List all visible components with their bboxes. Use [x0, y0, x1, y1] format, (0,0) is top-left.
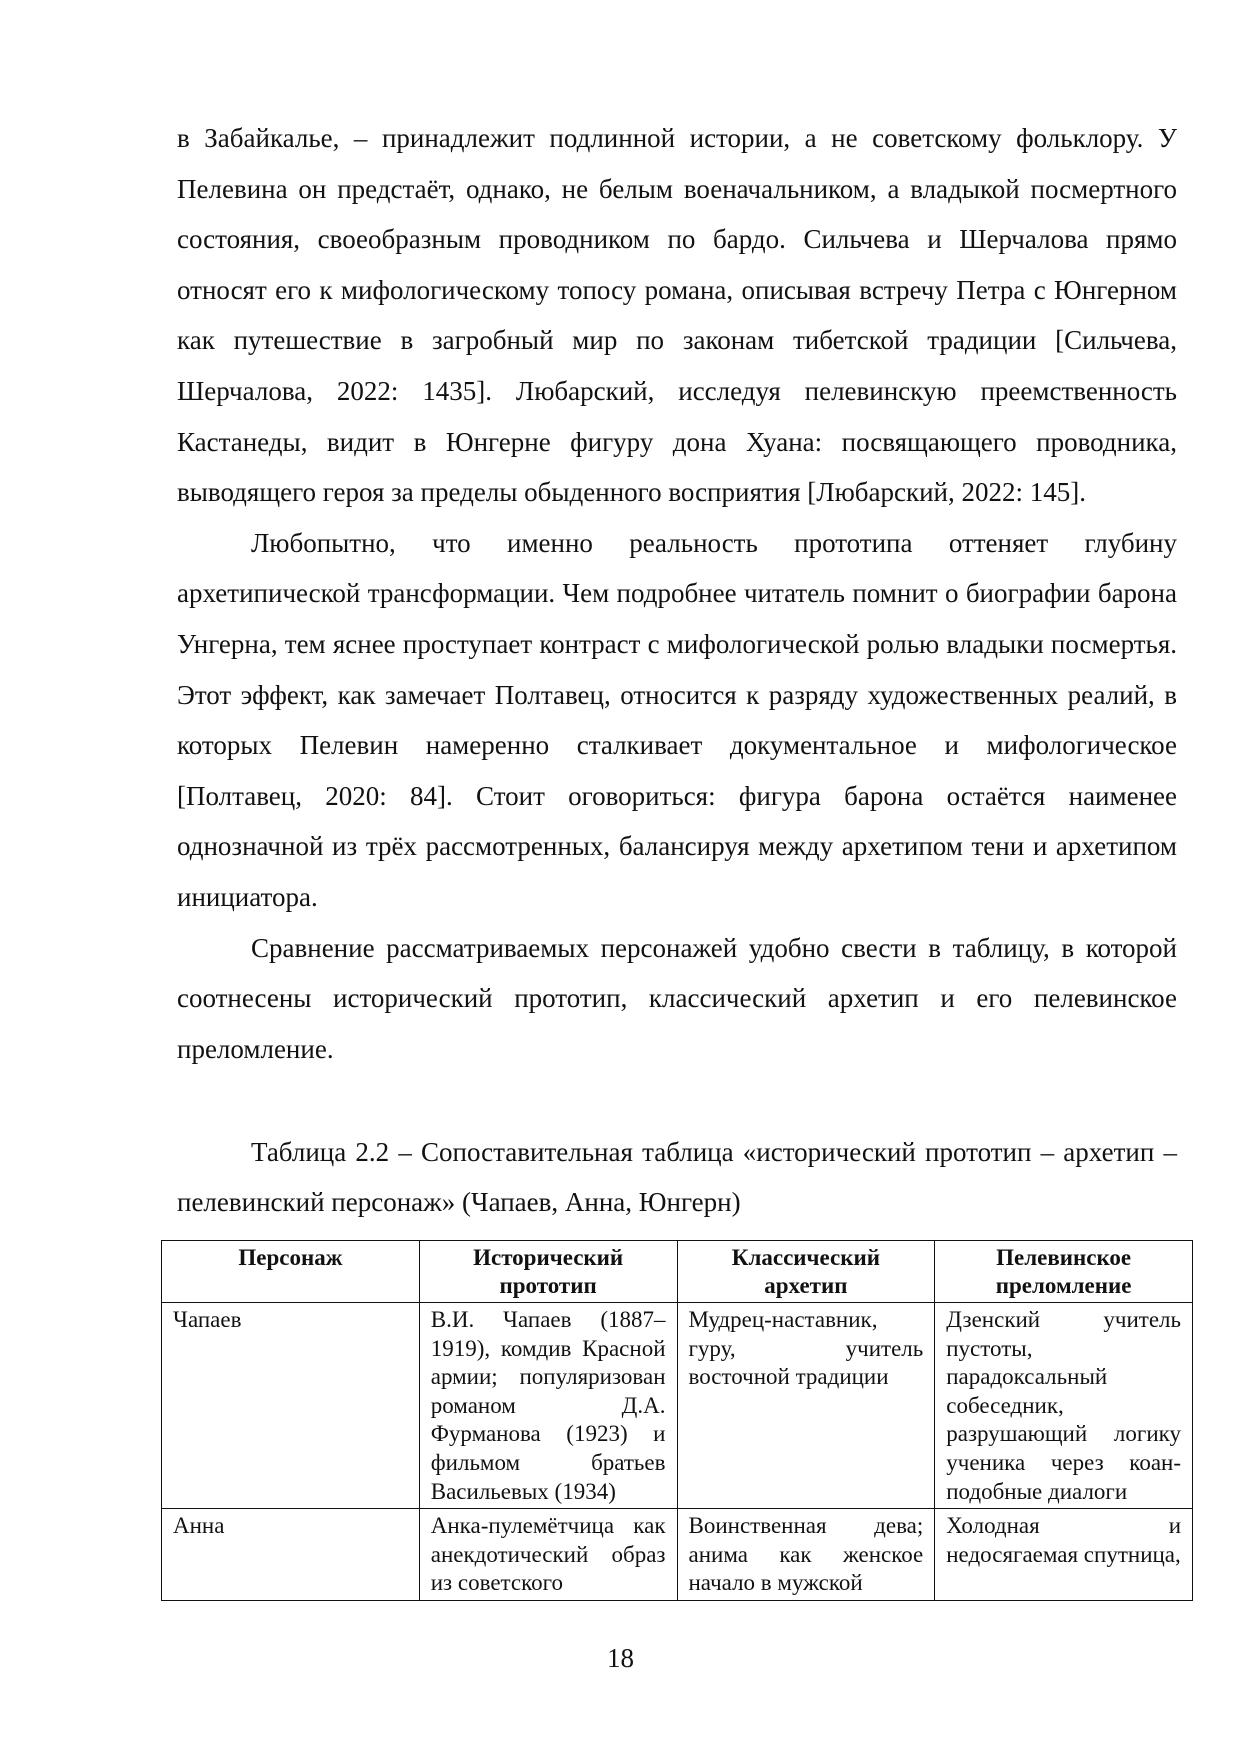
- paragraph-1: в Забайкалье, – принадлежит подлинной истории, а не советскому фольклору. У Пелевина он предстаёт, однако, не белым военачальником, а владыкой посмертного состояния, своеобразным проводником по бардо. Сильчева и Шерчалова прямо относят его к мифологическому топосу романа, описывая встречу Петра с Юнгерном как путешествие в загробный мир по законам тибетской традиции [Сильчева, Шерчалова, 2022: 1435]. Любарский, исследуя пелевинскую преемственность Кастанеды, видит в Юнгерне фигуру дона Хуана: посвящающего проводника, выводящего героя за пределы обыденного восприятия [Любарский, 2022: 145].: [177, 123, 1177, 508]
- table-row: [162, 1509, 1193, 1601]
- table-cell: В.И. Чапаев (1887–1919), комдив Красной армии; популяризован романом Д.А. Фурманова (1923) и фильмом братьев Васильевых (1934): [419, 1303, 677, 1509]
- table-caption: Таблица 2.2 – Сопоставительная таблица «исторический прототип – архетип – пелевинский персонаж» (Чапаев, Анна, Юнгерн): [177, 1137, 1177, 1217]
- header-pelevin-refraction: Пелевинское преломление: [935, 1241, 1193, 1303]
- comparison-table: [161, 1240, 1193, 1601]
- table-row: [162, 1303, 1193, 1509]
- table-header-row: [162, 1241, 1193, 1303]
- table-cell: Анка-пулемётчица как анекдотический образ из советского: [419, 1509, 677, 1601]
- page-number: 18: [607, 1643, 634, 1673]
- table-cell: Чапаев: [162, 1303, 420, 1509]
- header-character: Персонаж: [162, 1241, 420, 1303]
- table-cell: Воинственная дева; анима как женское начало в мужской: [677, 1509, 935, 1601]
- table-cell: Дзенский учитель пустоты, парадоксальный собеседник, разрушающий логику ученика через коан-подобные диалоги: [935, 1303, 1193, 1509]
- body-text: [177, 113, 1177, 1074]
- paragraph-3: Сравнение рассматриваемых персонажей удобно свести в таблицу, в которой соотнесены исторический прототип, классический архетип и его пелевинское преломление.: [177, 932, 1177, 1064]
- header-historical-prototype: Исторический прототип: [419, 1241, 677, 1303]
- table-cell: Анна: [162, 1509, 420, 1601]
- table-cell: Мудрец-наставник, гуру, учитель восточной традиции: [677, 1303, 935, 1509]
- header-classic-archetype: Классический архетип: [677, 1241, 935, 1303]
- paragraph-2: Любопытно, что именно реальность прототипа оттеняет глубину архетипической трансформации. Чем подробнее читатель помнит о биографии барона Унгерна, тем яснее проступает контраст с мифологической ролью владыки посмертья. Этот эффект, как замечает Полтавец, относится к разряду художественных реалий, в которых Пелевин намеренно сталкивает документальное и мифологическое [Полтавец, 2020: 84]. Стоит оговориться: фигура барона остаётся наименее однозначной из трёх рассмотренных, балансируя между архетипом тени и архетипом инициатора.: [177, 527, 1177, 912]
- table-cell: Холодная и недосягаемая спутница,: [935, 1509, 1193, 1601]
